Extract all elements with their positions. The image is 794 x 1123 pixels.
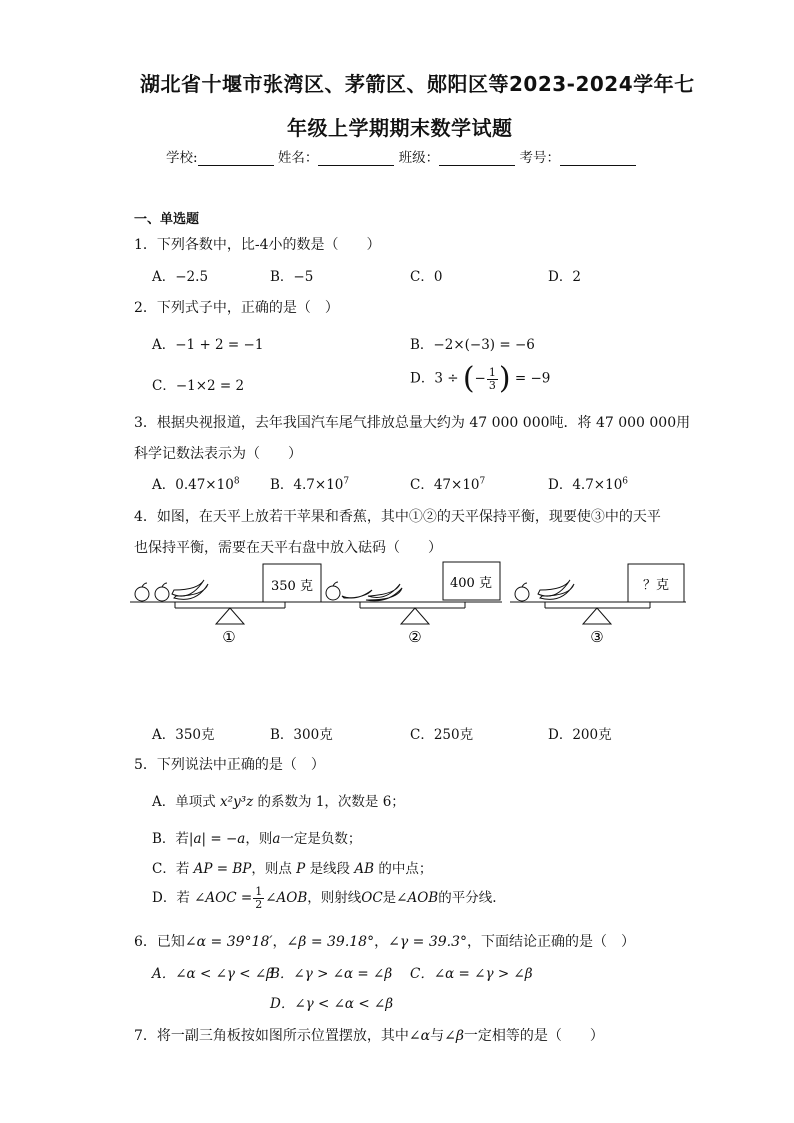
scale-1-weight: 350 克 [271,579,313,594]
class-field[interactable] [439,151,515,166]
q5-option-d: D．若 ∠AOC = $\frac{1}{2}$ ∠AOB，则射线OC是∠AOB的平分线. [152,885,497,911]
q4-option-d: D．200克 [548,727,612,743]
q3-option-b: B．$4.7\times 10^7$ [270,476,350,493]
scale-3-weight: ？克 [642,578,670,593]
q4-option-c: C．250克 [410,727,474,743]
q2-option-a: A．−1 + 2 = −1 [152,337,264,353]
apple-icon [135,587,149,601]
apple-icon [515,587,529,601]
fraction: $\frac{1}{3}$ [488,365,496,392]
q6-option-b: B．∠γ > ∠α = ∠β [270,966,393,982]
name-field[interactable] [318,151,394,166]
q4-stem-line2: 也保持平衡，需要在天平右盘中放入砝码（ ） [134,540,442,556]
scale-2-label: ② [408,628,422,646]
section-heading: 一、单选题 [134,212,200,227]
banana-icon [174,584,208,599]
scale-2-weight: 400 克 [450,576,492,591]
q5-option-b: B．若|a| = −a，则a一定是负数； [152,831,362,847]
q3-option-c: C．$47\times 10^7$ [410,476,486,493]
q2-d-suffix: = −9 [514,370,551,387]
q6-option-a: A．∠α < ∠γ < ∠β [152,966,274,982]
scale-3-label: ③ [590,628,604,646]
q5-stem: 5．下列说法中正确的是（ ） [134,757,325,773]
q7-stem: 7．将一副三角板按如图所示位置摆放，其中∠α与∠β一定相等的是（ ） [134,1028,604,1044]
q3-stem-line1: 3．根据央视报道，去年我国汽车尾气排放总量大约为 47 000 000吨．将 47 000 000用 [134,415,691,431]
q3-option-a: A．$0.47\times 10^8$ [152,476,240,493]
scale-1 [130,564,323,624]
scale-3 [510,564,686,624]
right-paren-glyph: ) [498,361,511,396]
q6-option-d: D．∠γ < ∠α < ∠β [270,996,394,1012]
q3-option-d: D．$4.7\times 10^6$ [548,476,629,493]
q1-stem: 1．下列各数中，比-4小的数是（ ） [134,237,381,253]
q1-option-a: A．−2.5 [152,269,209,285]
q1-option-b: B．−5 [270,269,314,285]
name-label: 姓名： [277,150,319,166]
q6-option-c: C．∠α = ∠γ > ∠β [410,966,533,982]
q4-option-b: B．300克 [270,727,333,743]
q1-option-c: C．0 [410,269,443,285]
q2-option-c: C．−1×2 = 2 [152,378,245,394]
q4-stem-line1: 4．如图，在天平上放若干苹果和香蕉，其中①②的天平保持平衡，现要使③中的天平 [134,509,661,525]
scale-2 [323,562,502,624]
q4-option-a: A．350克 [152,727,215,743]
q6-stem: 6．已知∠α = 39°18′，∠β = 39.18°，∠γ = 39.3°，下面结论正确的是（ ） [134,934,635,950]
student-info-row [166,146,636,166]
q2-d-prefix: D．3 ÷ [410,370,459,387]
scale-1-label: ① [222,628,236,646]
q3-stem-line2: 科学记数法表示为（ ） [134,446,302,462]
page-title-line2: 年级上学期期末数学试题 [287,116,513,140]
balance-scales-figure [130,560,690,655]
page-title-line1: 湖北省十堰市张湾区、茅箭区、郧阳区等2023-2024学年七 [140,72,695,96]
q5-option-a: A．单项式 x²y³z 的系数为 1，次数是 6； [152,794,405,810]
banana-icon [342,590,372,598]
banana-icon [540,584,574,599]
q2-stem: 2．下列式子中，正确的是（ ） [134,300,339,316]
fraction: $\frac{1}{2}$ [255,885,263,911]
q5-option-c: C．若 AP = BP，则点 P 是线段 AB 的中点； [152,861,433,877]
q2-option-d: D．3 ÷ (− $\frac{1}{3}$ ) = −9 [410,361,551,396]
school-field[interactable] [198,151,274,166]
left-paren-glyph: ( [462,361,475,396]
exam-no-label: 考号： [519,150,560,166]
school-label: 学校: [166,150,198,166]
q1-option-d: D．2 [548,269,581,285]
apple-icon [155,587,169,601]
exam-no-field[interactable] [560,151,636,166]
q2-option-b: B．−2×(−3) = −6 [410,337,535,353]
apple-icon [326,586,340,600]
class-label: 班级： [398,150,440,166]
